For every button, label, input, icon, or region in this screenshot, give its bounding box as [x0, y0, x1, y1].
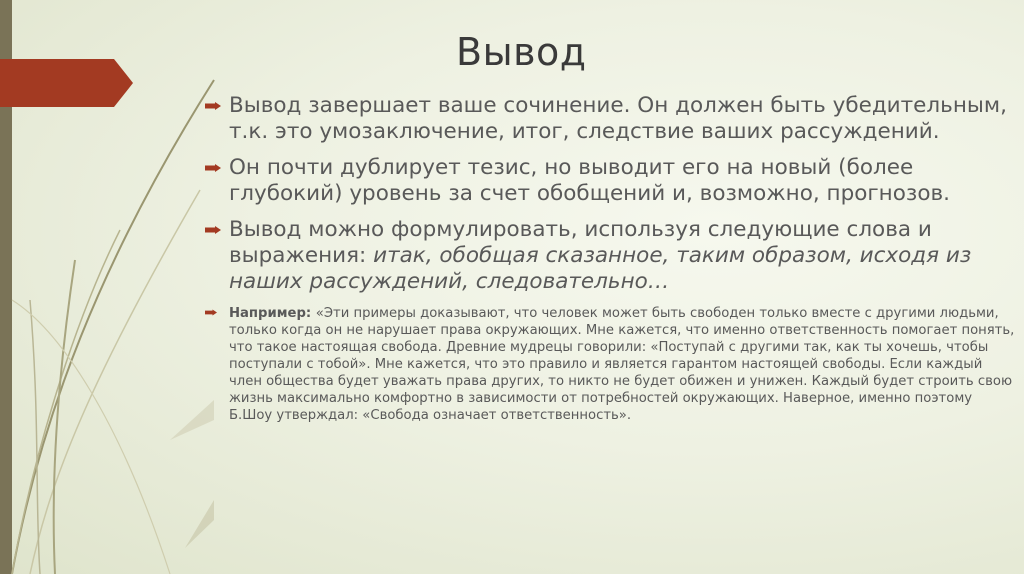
- bullet-text: Он почти дублирует тезис, но выводит его на новый (более глубокий) уровень за счет обобщений и, возможно, прогнозов.: [229, 155, 950, 206]
- bullet-item: [205, 155, 1015, 207]
- example-text: «Эти примеры доказывают, что человек может быть свободен только вместе с другими людьми, только когда он не нарушает права окружающих. Мне кажется, что именно ответственность помогает понять, что такое настоящая свобода. Древние мудрецы говорили: «Поступай с другими так, как ты хочешь, чтобы поступали с тобой». Мне кажется, что это правило и является гарантом настоящей свободы. Если каждый член общества будет уважать права других, то никто не будет обижен и унижен. Каждый будет строить свою жизнь максимально комфортно в зависимости от потребностей окружающих. Наверное, именно поэтому Б.Шоу утверждал: «Свобода означает ответственность».: [229, 306, 1015, 423]
- bullet-text: Вывод завершает ваше сочинение. Он должен быть убедительным, т.к. это умозаключение, итог, следствие ваших рассуждений.: [229, 93, 1007, 144]
- example-label: Например:: [229, 306, 316, 321]
- arrow-bullet-icon: [205, 102, 221, 110]
- bullet-item: [205, 93, 1015, 145]
- arrow-bullet-icon: [205, 164, 221, 172]
- bullet-item: [205, 217, 1015, 295]
- bullet-item-example: [205, 305, 1015, 424]
- arrow-bullet-icon: [205, 226, 221, 234]
- bullet-italic-text: итак, обобщая сказанное, таким образом, исходя из наших рассуждений, следовательно…: [229, 243, 972, 294]
- arrow-bullet-icon: [205, 309, 217, 316]
- bullet-text: Вывод можно формулировать, используя следующие слова и выражения:: [229, 217, 932, 268]
- bullet-list: [205, 93, 1015, 424]
- title-arrow-shape: [0, 59, 135, 109]
- slide-title: Вывод: [456, 30, 587, 74]
